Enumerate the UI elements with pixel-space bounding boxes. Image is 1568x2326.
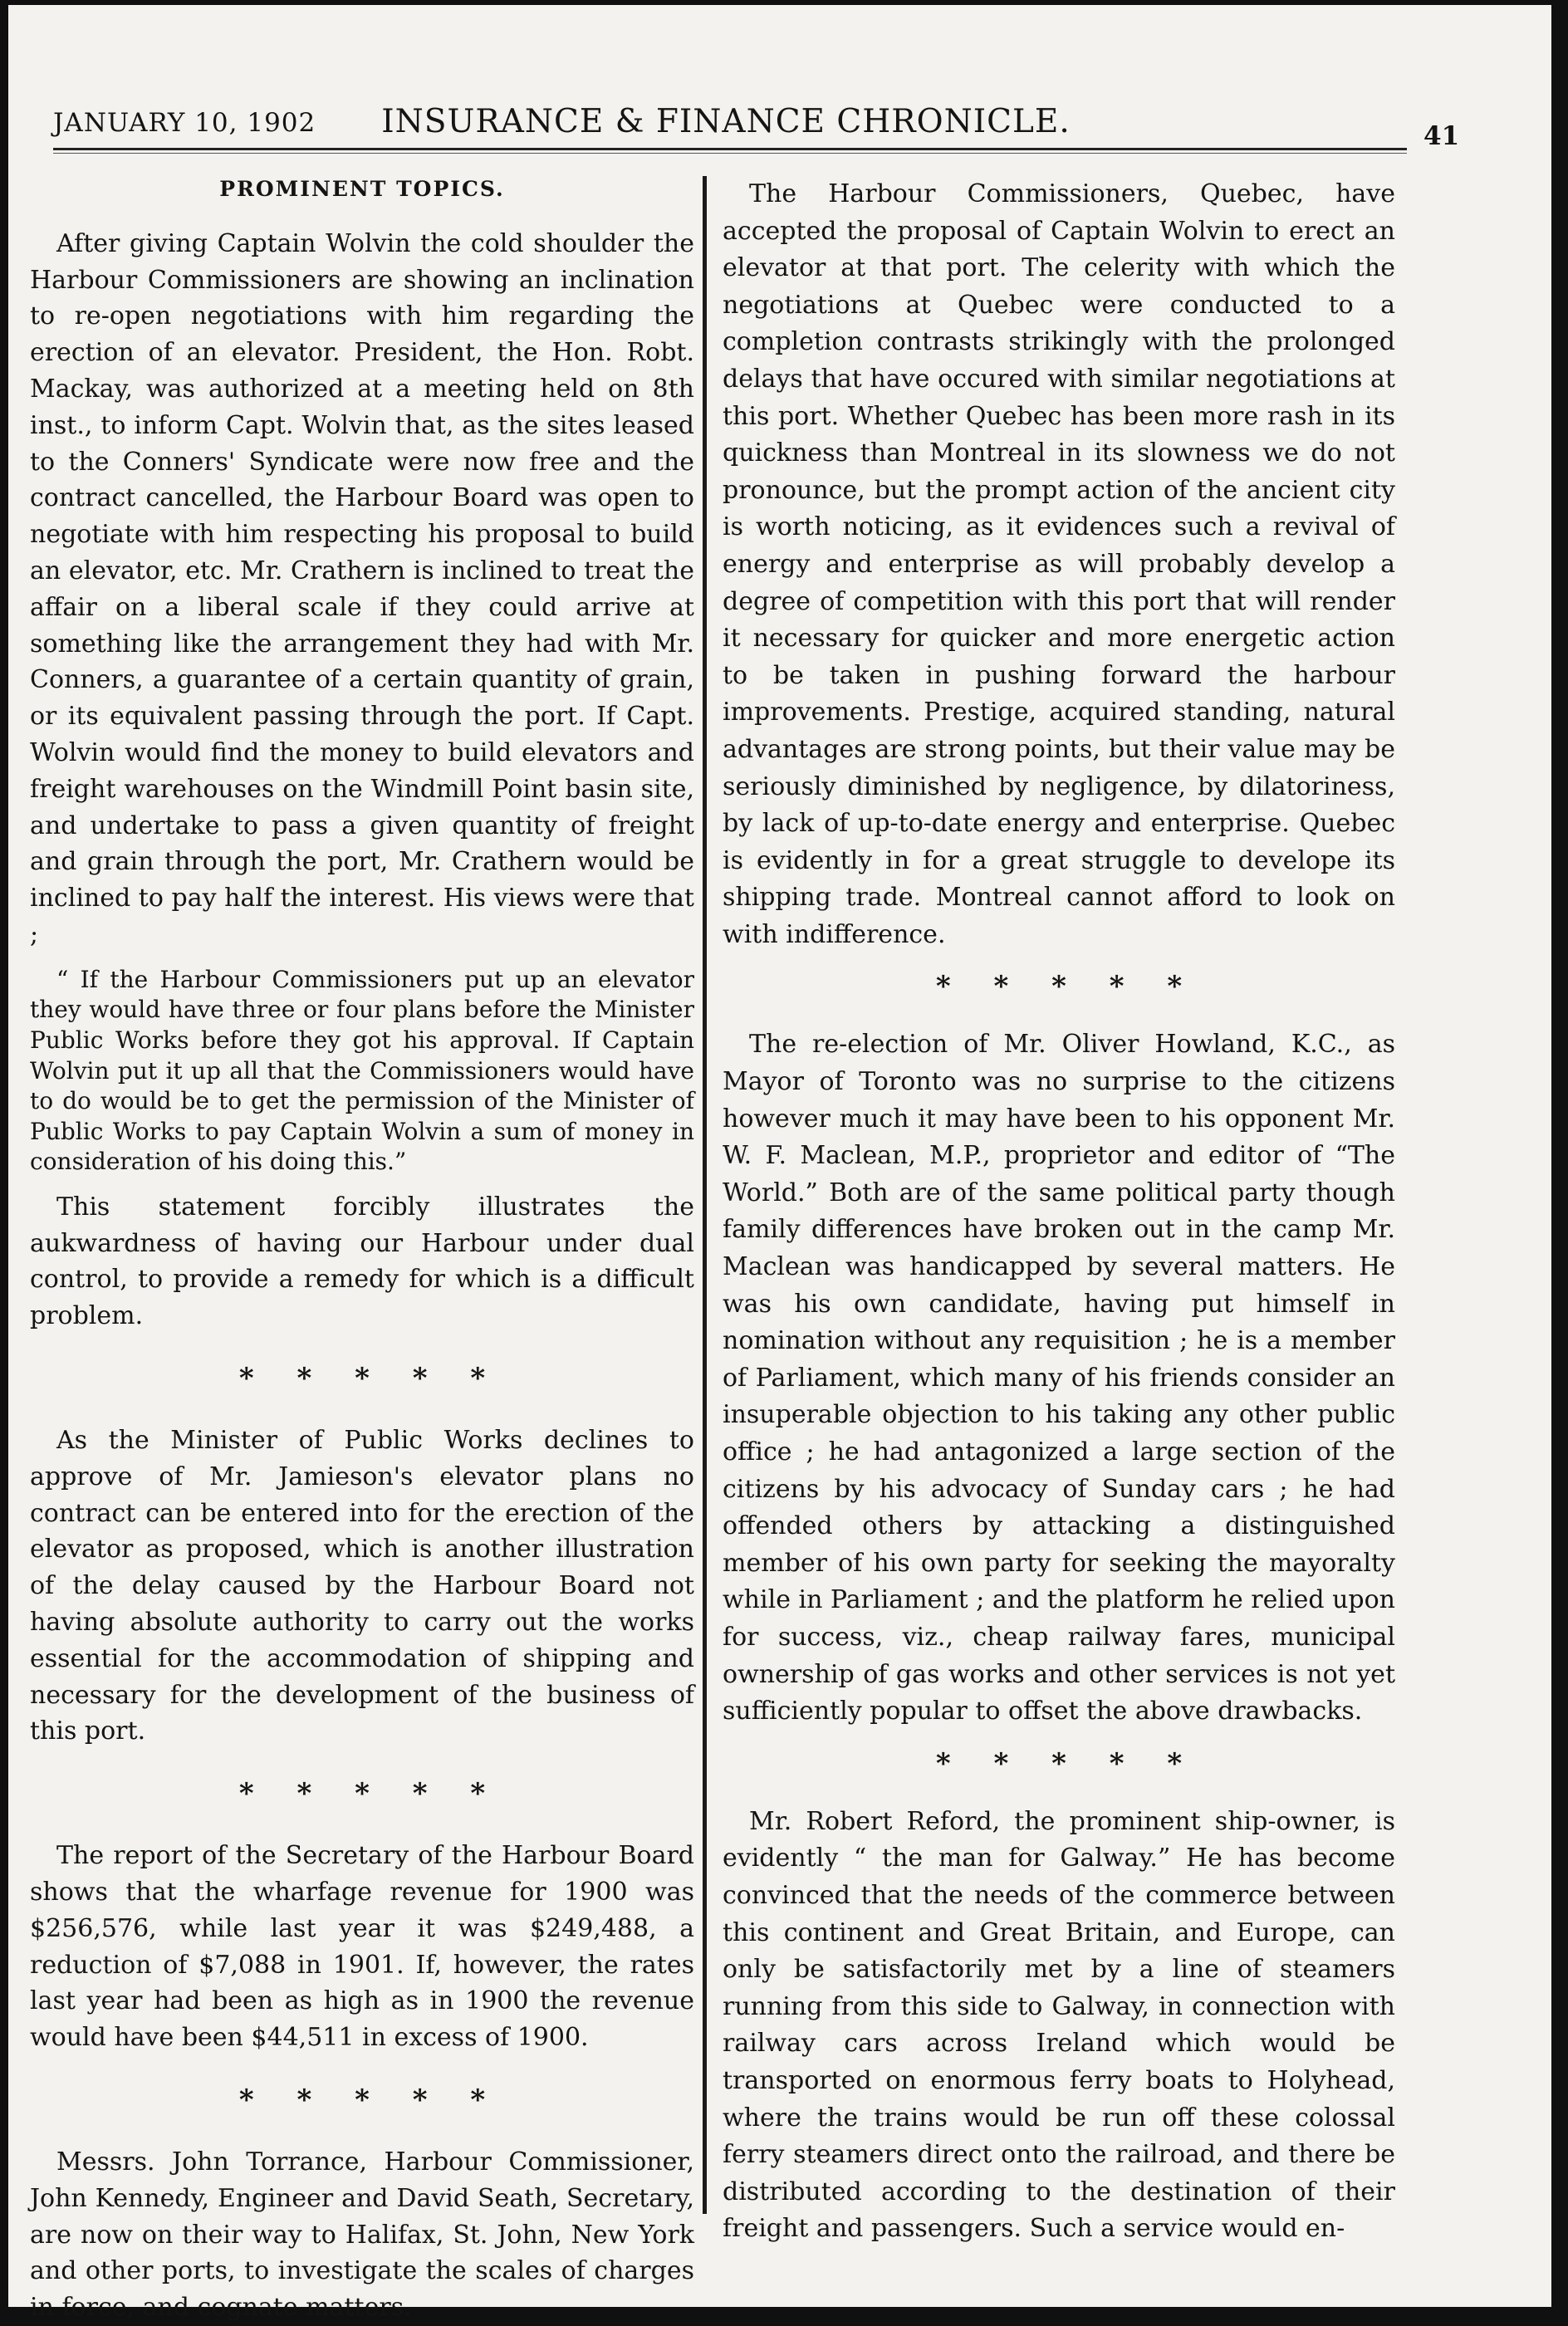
article-paragraph: Messrs. John Torrance, Harbour Commissioner, John Kennedy, Engineer and David Seath, Secretary, are now on their way to Halifax, St. John, New York and other ports, to investigate the scales of charges in force, and cognate matters. (30, 2147, 694, 2323)
newspaper-page (8, 5, 1551, 2323)
article-paragraph: The re-election of Mr. Oliver Howland, K.C., as Mayor of Toronto was no surprise to the citizens however much it may have been to his opponent Mr. W. F. Maclean, M.P., proprietor and editor of “The World.” Both are of the same political party though family differences have broken out in the camp Mr. Maclean was handicapped by several matters. He was his own candidate, having put himself in nomination without any requisition ; he is a member of Parliament, which many of his friends consider an insuperable objection to his taking any other public office ; he had antagonized a large section of the citizens by his advocacy of Sunday cars ; he had offended others by attacking a distinguished member of his own party for seeking the mayoralty while in Parliament ; and the platform he relied upon for success, viz., cheap railway fares, municipal ownership of gas works and other services is not yet sufficiently popular to offset the above drawbacks. (723, 1030, 1395, 1726)
star-separator: * * * * * (238, 1777, 486, 1811)
publication-title: INSURANCE & FINANCE CHRONICLE. (381, 103, 1071, 140)
star-separator: * * * * * (238, 2084, 486, 2118)
right-column (723, 176, 1395, 2248)
quoted-paragraph: “ If the Harbour Commissioners put up an elevator they would have three or four plans before the Minister Public Works before they got his approval. If Captain Wolvin put it up all that the Commissioners would have to do would be to get the permission of the Minister of Public Works to pay Captain Wolvin a sum of money in consideration of his doing this.” (30, 965, 694, 1176)
header-rule-thin (53, 153, 1407, 154)
star-separator: * * * * * (935, 1746, 1183, 1780)
article-paragraph: Mr. Robert Reford, the prominent ship-owner, is evidently “ the man for Galway.” He has become convinced that the needs of the commerce between this continent and Great Britain, and Europe, can only be satisfactorily met by a line of steamers running from this side to Galway, in connection with railway cars across Ireland which would be transported on enormous ferry boats to Holyhead, where the trains would be run off these colossal ferry steamers direct onto the railroad, and there be distributed according to the destination of their freight and passengers. Such a service would en- (723, 1806, 1395, 2244)
page-header (53, 103, 1460, 151)
star-separator: * * * * * (935, 970, 1183, 1004)
star-separator: * * * * * (238, 1362, 486, 1396)
article-paragraph: After giving Captain Wolvin the cold shoulder the Harbour Commissioners are showing an inclination to re-open negotiations with him regarding the erection of an elevator. President, the Hon. Robt. Mackay, was authorized at a meeting held on 8th inst., to inform Capt. Wolvin that, as the sites leased to the Conners' Syndicate were now free and the contract cancelled, the Harbour Board was open to negotiate with him respecting his proposal to build an elevator, etc. Mr. Crathern is inclined to treat the affair on a liberal scale if they could arrive at something like the arrangement they had with Mr. Conners, a guarantee of a certain quantity of grain, or its equivalent passing through the port. If Capt. Wolvin would find the money to build elevators and freight warehouses on the Windmill Point basin site, and undertake to pass a given quantity of freight and grain through the port, Mr. Crathern would be inclined to pay half the interest. His views were that ; (30, 228, 694, 949)
article-paragraph: This statement forcibly illustrates the aukwardness of having our Harbour under dual control, to provide a remedy for which is a difficult problem. (30, 1192, 694, 1331)
page-number: 41 (1423, 121, 1460, 151)
header-rule (53, 148, 1407, 150)
left-column (30, 168, 694, 2326)
article-paragraph: The report of the Secretary of the Harbour Board shows that the wharfage revenue for 1900 was $256,576, while last year it was $249,488, a reduction of $7,088 in 1901. If, however, the rates last year had been as high as in 1900 the revenue would have been $44,511 in excess of 1900. (30, 1841, 694, 2053)
column-divider (703, 176, 707, 2214)
article-paragraph: As the Minister of Public Works declines to approve of Mr. Jamieson's elevator plans no contract can be entered into for the erection of the elevator as proposed, which is another illustration of the delay caused by the Harbour Board not having absolute authority to carry out the works essential for the accommodation of shipping and necessary for the development of the business of this port. (30, 1426, 694, 1746)
issue-date: JANUARY 10, 1902 (53, 108, 316, 138)
section-title: PROMINENT TOPICS. (219, 177, 505, 201)
article-paragraph: The Harbour Commissioners, Quebec, have accepted the proposal of Captain Wolvin to erect an elevator at that port. The celerity with which the negotiations at Quebec were conducted to a completion contrasts strikingly with the prolonged delays that have occured with similar negotiations at this port. Whether Quebec has been more rash in its quickness than Montreal in its slowness we do not pronounce, but the prompt action of the ancient city is worth noticing, as it evidences such a revival of energy and enterprise as will probably develop a degree of competition with this port that will render it necessary for quicker and more energetic action to be taken in pushing forward the harbour improvements. Prestige, acquired standing, natural advantages are strong points, but their value may be seriously diminished by negligence, by dilatoriness, by lack of up-to-date energy and enterprise. Quebec is evidently in for a great struggle to develope its shipping trade. Montreal cannot afford to look on with indifference. (723, 179, 1395, 949)
